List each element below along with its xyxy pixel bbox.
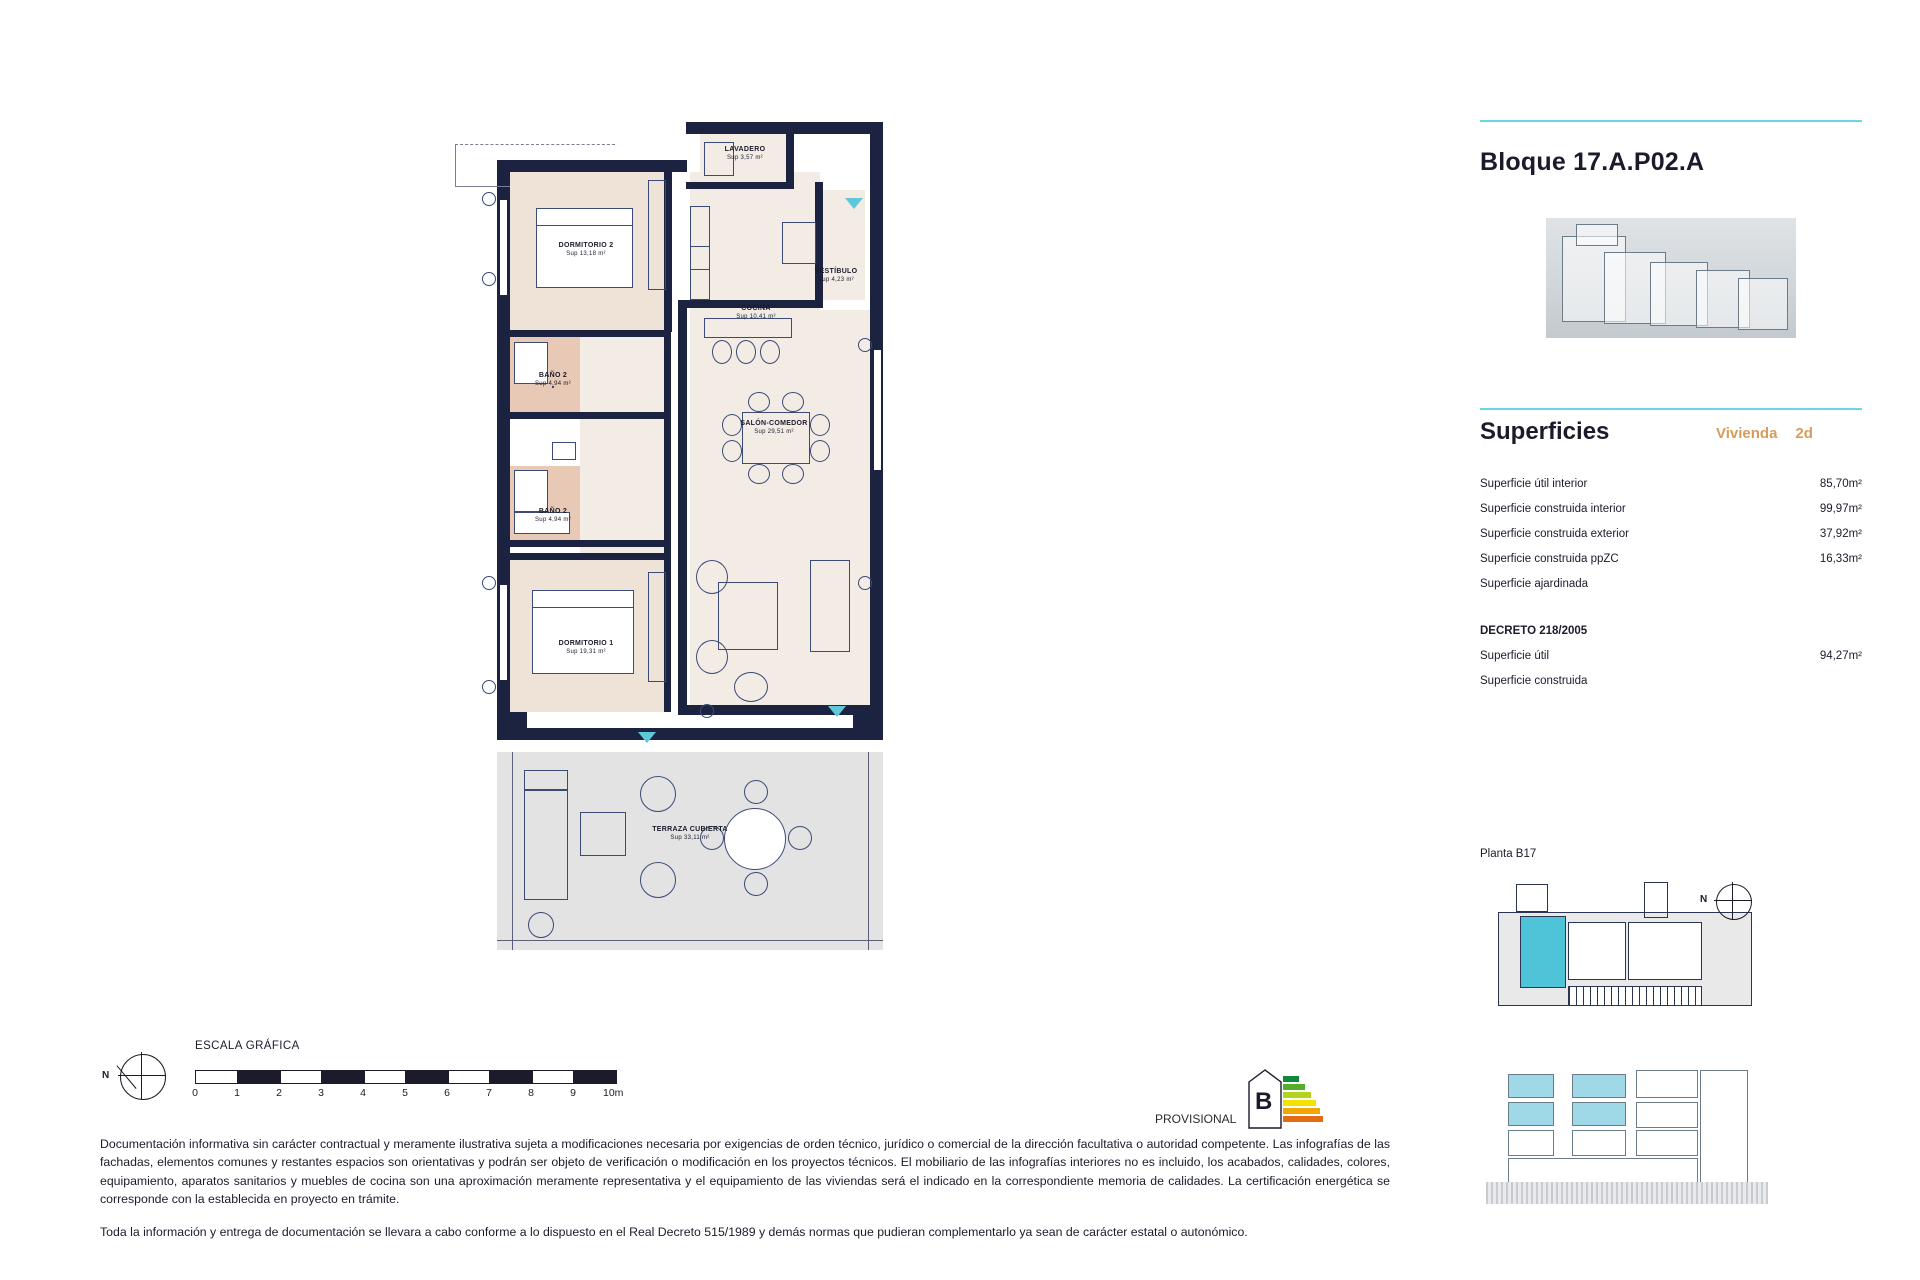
furniture-dining-chair-2 xyxy=(722,440,742,462)
scale-tick-4: 4 xyxy=(360,1087,366,1099)
divider-superficies xyxy=(1480,408,1862,410)
room-label-vestibulo: VESTÍBULO Sup 4,23 m² xyxy=(814,268,858,283)
terrace-edge-left xyxy=(512,752,513,950)
marker-structural-6 xyxy=(858,338,872,352)
vivienda-value: 2d xyxy=(1795,425,1813,442)
energy-rating-letter: B xyxy=(1255,1088,1273,1115)
page-title: Bloque 17.A.P02.A xyxy=(1480,148,1705,176)
scale-tick-1: 1 xyxy=(234,1087,240,1099)
marker-structural-7 xyxy=(700,704,714,718)
wall-partition-bath-bottom xyxy=(510,540,670,547)
section-level-1-right xyxy=(1636,1130,1698,1156)
furniture-armchair-3 xyxy=(734,672,768,702)
key-plan-block-b xyxy=(1628,922,1702,980)
furniture-kitchen-hob xyxy=(690,246,710,270)
wall-partition-bath-mid xyxy=(510,412,670,419)
room-label-bano-2a: BAÑO 2 Sup 4,94 m² xyxy=(535,372,571,387)
section-ground-hatch xyxy=(1486,1182,1768,1204)
wall-partition-dorm1-top xyxy=(510,553,670,560)
divider-top xyxy=(1480,120,1862,122)
furniture-armchair-2 xyxy=(696,640,728,674)
provisional-label: PROVISIONAL xyxy=(1155,1112,1237,1126)
scale-tick-7: 7 xyxy=(486,1087,492,1099)
room-label-dormitorio-2: DORMITORIO 2 Sup 13,18 m² xyxy=(558,242,614,257)
wall-exterior-bottom xyxy=(497,728,883,740)
scale-tick-2: 2 xyxy=(276,1087,282,1099)
section-level-2-terrace xyxy=(1508,1102,1554,1126)
furniture-pillow-dorm2 xyxy=(536,208,633,226)
wall-partition-lavadero xyxy=(686,182,794,189)
access-marker-dorm1 xyxy=(638,732,656,743)
furniture-terrace-planter xyxy=(528,912,554,938)
furniture-wardrobe-dorm1 xyxy=(648,572,666,682)
vivienda-info xyxy=(1716,425,1813,442)
furniture-dining-chair-7 xyxy=(748,464,770,484)
furniture-stool-3 xyxy=(760,340,780,364)
section-level-2-right xyxy=(1636,1102,1698,1128)
guide-vertical-left xyxy=(455,144,456,186)
key-plan-block-a xyxy=(1568,922,1626,980)
decreto-label-0: Superficie útil xyxy=(1480,650,1550,662)
compass-key-plan xyxy=(1698,880,1754,926)
key-plan xyxy=(1498,878,1752,1038)
surface-label-3: Superficie construida ppZC xyxy=(1480,553,1619,565)
key-compass-circle xyxy=(1716,884,1752,920)
surface-label-2: Superficie construida exterior xyxy=(1480,528,1629,540)
scale-title: ESCALA GRÁFICA xyxy=(195,1040,300,1052)
section-level-3-right xyxy=(1636,1070,1698,1098)
section-stair-core xyxy=(1700,1070,1748,1184)
room-label-lavadero: LAVADERO Sup 3,57 m² xyxy=(724,146,766,161)
furniture-dining-chair-5 xyxy=(748,392,770,412)
scale-tick-3: 3 xyxy=(318,1087,324,1099)
furniture-terrace-chair-4 xyxy=(788,826,812,850)
furniture-dining-chair-8 xyxy=(782,464,804,484)
key-plan-highlight-unit xyxy=(1520,916,1566,988)
scale-end-label: 10m xyxy=(603,1087,624,1099)
surface-label-4: Superficie ajardinada xyxy=(1480,578,1589,590)
scale-tick-5: 5 xyxy=(402,1087,408,1099)
superficies-heading: Superficies xyxy=(1480,418,1610,445)
furniture-terrace-armchair-1 xyxy=(640,776,676,812)
key-compass-north-label: N xyxy=(1700,894,1708,905)
guide-horizontal-left xyxy=(455,186,510,187)
access-marker-entry xyxy=(845,198,863,209)
furniture-terrace-sofa xyxy=(524,790,568,900)
room-label-salon-comedor: SALÓN-COMEDOR Sup 29,51 m² xyxy=(740,420,808,435)
furniture-terrace-chair-2 xyxy=(744,872,768,896)
surface-label-1: Superficie construida interior xyxy=(1480,503,1626,515)
section-level-1-unit xyxy=(1572,1130,1626,1156)
marker-structural-3 xyxy=(482,576,496,590)
energy-bar-b xyxy=(1283,1084,1305,1090)
marker-structural-1 xyxy=(482,192,496,206)
marker-structural-2 xyxy=(482,272,496,286)
terrace-edge-right xyxy=(868,752,869,950)
building-section-drawing xyxy=(1486,1060,1770,1230)
furniture-sofa-right xyxy=(810,560,850,652)
guide-dashed-top xyxy=(455,144,615,145)
wall-exterior-top xyxy=(686,122,883,134)
furniture-dining-chair-6 xyxy=(782,392,804,412)
window-dorm1-left xyxy=(500,585,507,680)
decreto-value-0: 94,27m² xyxy=(1819,650,1862,662)
legal-paragraph-1: Documentación informativa sin carácter contractual y meramente ilustrativa sujeta a modificaciones necesaria por exigencias de orden técnico, jurídico o comercial de la dirección facultativa o autoridad competente. Las infografías de las fachadas, elementos comunes y restantes espacios son orientativas y podrán ser objeto de verificación o modificación en los proyectos técnicos. El mobiliario de las infografías interiores no es incluido, los acabados, calidades, colores, equipamiento, aparatos sanitarios y muebles de cocina son una aproximación meramente representativa y el equipamiento de las viviendas será el indicado en la correspondiente memoria de calidades. La certificación energética se corresponde con la establecida en proyecto en trámite. xyxy=(100,1137,1390,1207)
room-label-cocina: COCINA Sup 10,41 m² xyxy=(736,305,776,320)
furniture-coffee-table xyxy=(718,582,778,650)
section-level-3-terrace xyxy=(1508,1074,1554,1098)
legal-paragraph-2: Toda la información y entrega de documentación se llevara a cabo conforme a lo dispuesto en el Real Decreto 515/1989 y demás normas que pudieran complementarlo ya sean de carácter estatal o autonómico. xyxy=(100,1224,1248,1239)
furniture-terrace-armchair-2 xyxy=(640,862,676,898)
furniture-terrace-bench xyxy=(524,770,568,790)
key-compass-needle-horizontal xyxy=(1714,900,1752,901)
decreto-title: DECRETO 218/2005 xyxy=(1480,625,1588,637)
furniture-shower-bano-2b xyxy=(514,470,548,512)
surface-value-1: 99,97m² xyxy=(1819,503,1862,515)
key-plan-core xyxy=(1644,882,1668,918)
surface-value-0: 85,70m² xyxy=(1819,478,1862,490)
furniture-wardrobe-dorm2 xyxy=(648,180,666,290)
furniture-stool-2 xyxy=(736,340,756,364)
furniture-dining-chair-4 xyxy=(810,440,830,462)
window-salon-right xyxy=(874,350,881,470)
vivienda-label: Vivienda xyxy=(1716,425,1778,442)
section-level-1-left xyxy=(1508,1130,1554,1156)
furniture-wc-bano-2b xyxy=(552,442,576,460)
furniture-terrace-chair-1 xyxy=(744,780,768,804)
window-dorm2-left xyxy=(500,200,507,295)
room-label-terraza: TERRAZA CUBIERTA Sup 33,11 m² xyxy=(652,826,728,841)
energy-certificate xyxy=(1245,1068,1323,1130)
compass-north-label: N xyxy=(102,1070,110,1081)
marker-structural-5 xyxy=(858,576,872,590)
surface-label-0: Superficie útil interior xyxy=(1480,478,1588,490)
furniture-terrace-table-low xyxy=(580,812,626,856)
furniture-stool-1 xyxy=(712,340,732,364)
room-label-bano-2b: BAÑO 2 Sup 4,94 m² xyxy=(535,508,571,523)
key-plan-stair xyxy=(1516,884,1548,912)
section-level-3-unit xyxy=(1572,1074,1626,1098)
building-render-image xyxy=(1546,218,1796,338)
planta-label: Planta B17 xyxy=(1480,848,1537,860)
scale-tick-8: 8 xyxy=(528,1087,534,1099)
energy-bar-a xyxy=(1283,1076,1299,1082)
scale-tick-9: 9 xyxy=(570,1087,576,1099)
surface-value-2: 37,92m² xyxy=(1819,528,1862,540)
furniture-pillow-dorm1 xyxy=(532,590,634,608)
scale-block xyxy=(100,1040,660,1110)
surface-value-3: 16,33m² xyxy=(1819,553,1862,565)
access-marker-salon xyxy=(828,706,846,717)
room-label-dormitorio-1: DORMITORIO 1 Sup 19,31 m² xyxy=(558,640,614,655)
legal-disclaimer xyxy=(100,1135,1390,1255)
energy-bar-f xyxy=(1283,1116,1323,1122)
scale-tick-6: 6 xyxy=(444,1087,450,1099)
energy-bar-e xyxy=(1283,1108,1320,1114)
section-level-2-unit xyxy=(1572,1102,1626,1126)
furniture-closet-vestibulo xyxy=(782,222,816,264)
energy-bar-c xyxy=(1283,1092,1311,1098)
marker-structural-4 xyxy=(482,680,496,694)
wall-partition-salon-left xyxy=(678,300,687,712)
furniture-armchair-1 xyxy=(696,560,728,594)
energy-bar-d xyxy=(1283,1100,1316,1106)
wall-partition-dorm2-bath xyxy=(510,330,670,337)
scale-tick-0: 0 xyxy=(192,1087,198,1099)
terrace-edge-bottom xyxy=(497,940,883,941)
section-level-0 xyxy=(1508,1158,1698,1184)
key-plan-terrace-strip xyxy=(1568,986,1702,1006)
compass-scale xyxy=(100,1048,166,1104)
decreto-label-1: Superficie construida xyxy=(1480,675,1588,687)
scale-bar xyxy=(192,1070,624,1099)
